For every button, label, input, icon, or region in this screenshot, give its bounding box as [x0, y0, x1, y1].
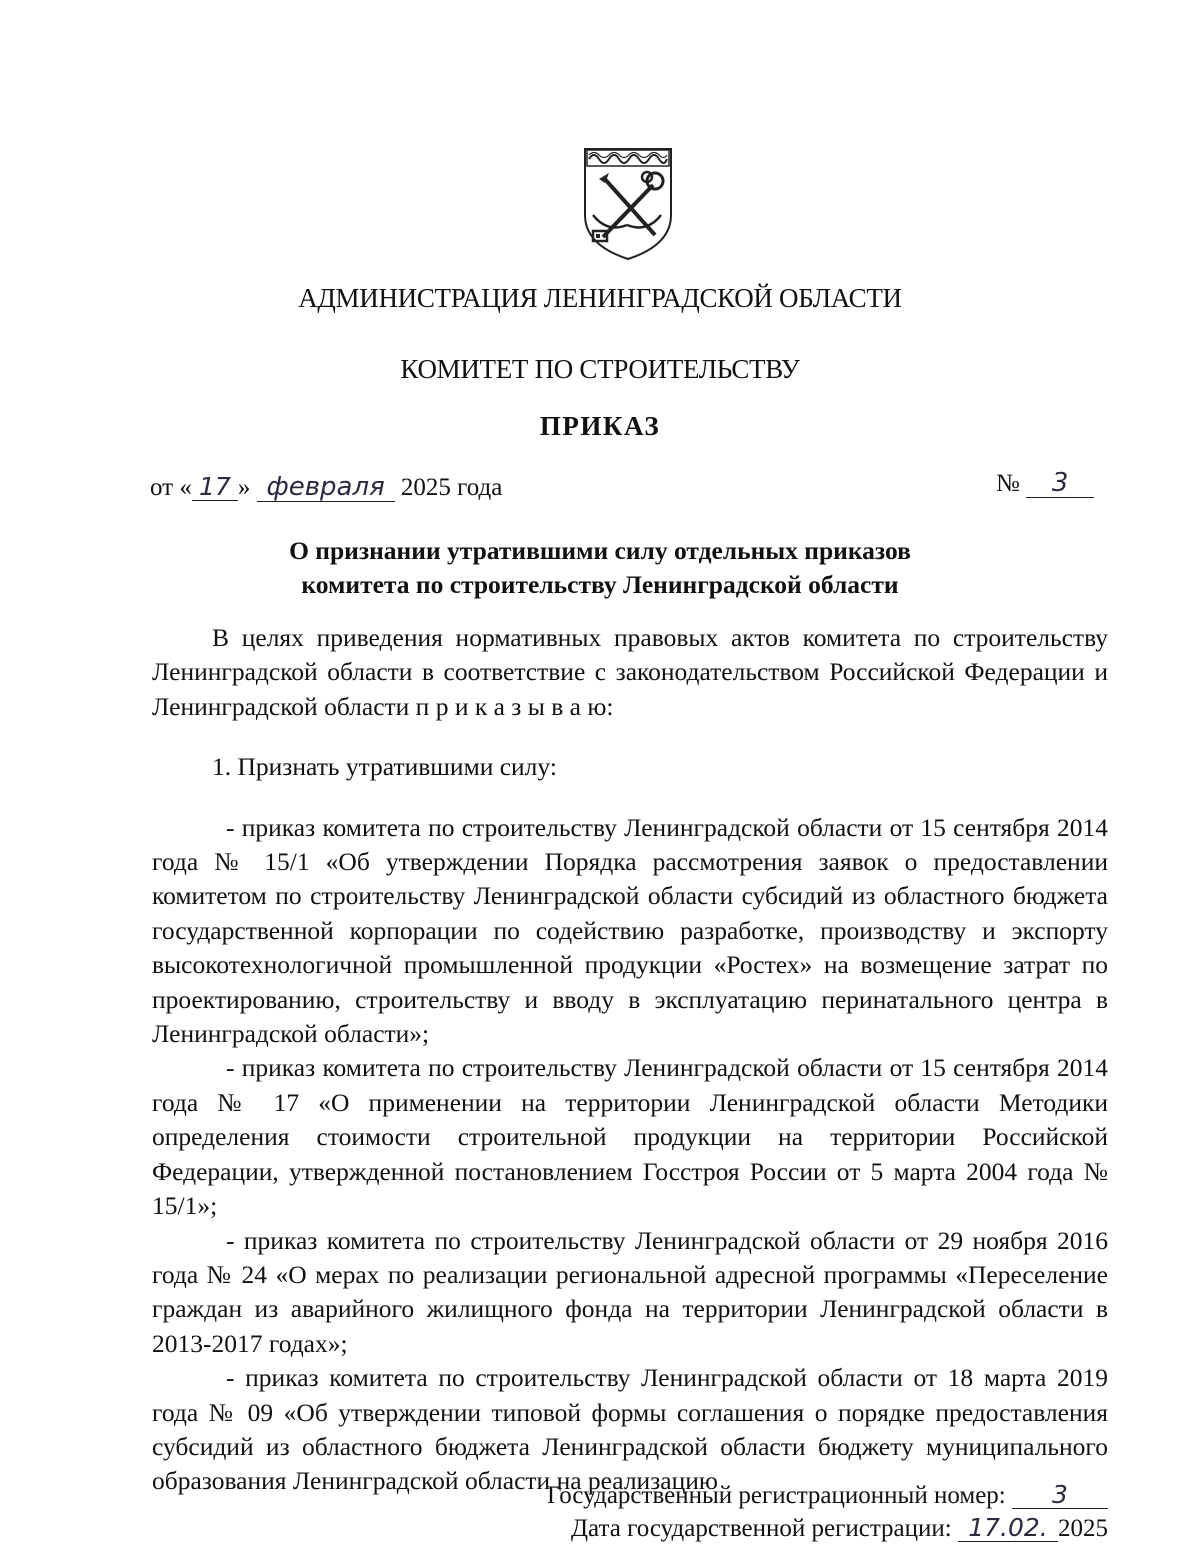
date-day-handwritten: 17	[192, 474, 238, 501]
registration-number-handwritten: 3	[1012, 1482, 1108, 1509]
order-number-handwritten: 3	[1026, 470, 1094, 498]
registration-date-line	[571, 1515, 1108, 1543]
revoked-order-2: - приказ комитета по строительству Ленинградской области от 15 сентября 2014 года № 17 «О применении на территории Ленинградской области Методики определения стоимости строительной продукции на территории Российской Федерации, утвержденной постановлением Госстроя России от 5 марта 2004 года № 15/1»;	[152, 1053, 1108, 1221]
document-body	[152, 621, 1108, 1499]
administration-title: АДМИНИСТРАЦИЯ ЛЕНИНГРАДСКОЙ ОБЛАСТИ	[298, 283, 902, 313]
registration-date-label: Дата государственной регистрации:	[571, 1515, 952, 1542]
subject-line-2: комитета по строительству Ленинградской области	[301, 570, 899, 599]
date-year: 2025 года	[400, 474, 503, 501]
committee-title: КОМИТЕТ ПО СТРОИТЕЛЬСТВУ	[400, 354, 800, 384]
registration-date-year: 2025	[1058, 1515, 1108, 1542]
revoked-order-1: - приказ комитета по строительству Ленинградской области от 15 сентября 2014 года № 15/1 «Об утверждении Порядка рассмотрения заявок о предоставлении комитетом по строительству Ленинградской области субсидий из областного бюджета государственной корпорации по содействию разработке, производству и экспорту высокотехнологичной промышленной продукции «Ростех» на возмещение затрат по проектированию, строительству и вводу в эксплуатацию перинатального центра в Ленинградской области»;	[152, 812, 1108, 1049]
order-date-line	[150, 474, 502, 502]
date-month-handwritten: февраля	[257, 474, 395, 502]
revoked-order-4: - приказ комитета по строительству Ленинградской области от 18 марта 2019 года № 09 «Об утверждении типовой формы соглашения о порядке предоставления субсидий из областного бюджета Ленинградской области бюджету муниципального образования Ленинградской области на реализацию	[152, 1363, 1108, 1496]
number-sign: №	[996, 470, 1020, 497]
preamble-paragraph: В целях приведения нормативных правовых актов комитета по строительству Ленинградской области в соответствие с законодательством Российской Федерации и Ленинградской области п р и к а з ы в а ю:	[152, 623, 1108, 721]
date-prefix: от «	[150, 474, 192, 501]
item-1-heading: 1. Признать утратившими силу:	[212, 752, 557, 782]
document-type-title: ПРИКАЗ	[539, 411, 661, 441]
revoked-order-3: - приказ комитета по строительству Ленинградской области от 29 ноября 2016 года № 24 «О мерах по реализации региональной адресной программы «Переселение граждан из аварийного жилищного фонда на территории Ленинградской области в 2013-2017 годах»;	[152, 1225, 1108, 1358]
subject-line-1: О признании утратившими силу отдельных приказов	[289, 536, 911, 565]
coat-of-arms-emblem	[581, 145, 675, 263]
registration-number-label: Государственный регистрационный номер:	[547, 1482, 1006, 1509]
registration-date-handwritten: 17.02.	[958, 1515, 1058, 1542]
registration-number-line	[547, 1482, 1108, 1510]
date-mid: »	[237, 474, 251, 501]
order-number-line	[996, 470, 1094, 498]
